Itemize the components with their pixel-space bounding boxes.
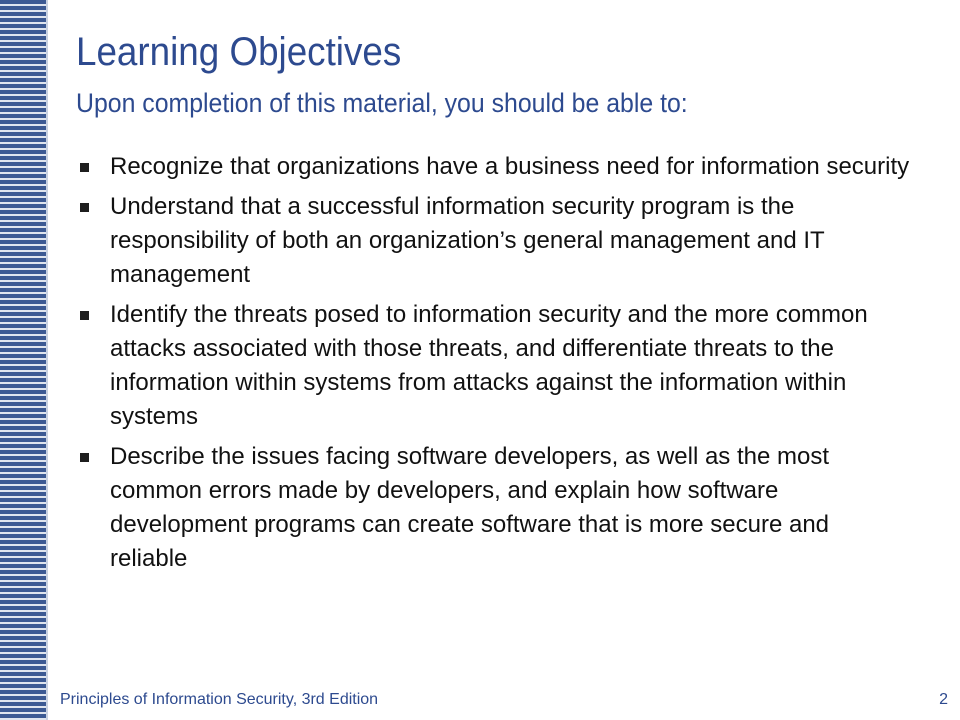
square-bullet-icon (80, 163, 89, 172)
slide-subtitle: Upon completion of this material, you should be able to: (76, 88, 688, 118)
objectives-list (80, 150, 910, 582)
square-bullet-icon (80, 311, 89, 320)
objective-item (80, 298, 910, 434)
objective-item (80, 440, 910, 576)
square-bullet-icon (80, 453, 89, 462)
stripe-divider (46, 0, 48, 720)
square-bullet-icon (80, 203, 89, 212)
objective-item (80, 150, 910, 184)
slide-title: Learning Objectives (76, 30, 402, 74)
page-number: 2 (939, 691, 948, 708)
footer-book-title: Principles of Information Security, 3rd Edition (60, 691, 379, 708)
objective-text: Describe the issues facing software developers, as well as the most common errors made by developers, and explain how software development programs can create software that is more secure and reliable (110, 443, 830, 572)
objective-item (80, 190, 910, 292)
objective-text: Identify the threats posed to information security and the more common attacks associated with those threats, and differentiate threats to the information within systems from attacks against the information within systems (110, 301, 868, 430)
decorative-stripe-bar (0, 0, 46, 720)
objective-text: Understand that a successful information security program is the responsibility of both an organization’s general management and IT management (110, 193, 825, 288)
objective-text: Recognize that organizations have a business need for information security (110, 153, 910, 180)
